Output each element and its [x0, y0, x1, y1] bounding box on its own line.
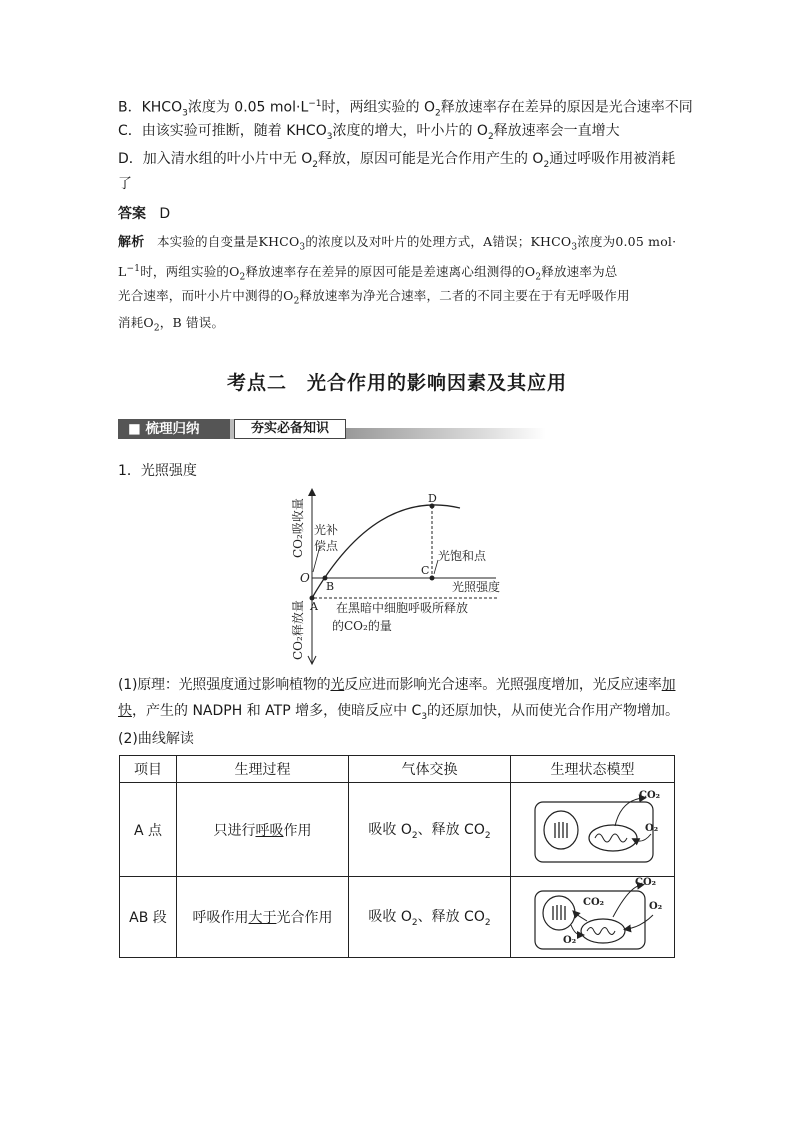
row-ab-process: 呼吸作用大于光合作用: [177, 877, 349, 958]
row-ab-gas: 吸收 $O_2$、释放 $CO_2$: [349, 877, 511, 958]
table-row: [120, 877, 675, 958]
point-b-label: B: [326, 580, 335, 593]
analysis-label: 解析: [118, 235, 145, 250]
header-process: 生理过程: [177, 756, 349, 783]
cell-model-a: [523, 788, 663, 868]
origin-label: O: [300, 571, 310, 585]
header-gas: 气体交换: [349, 756, 511, 783]
table-row: [120, 783, 675, 877]
y-axis-up-label: CO₂吸收量: [291, 498, 305, 558]
o2-label: O₂: [644, 822, 658, 834]
row-ab-model: [511, 877, 675, 958]
y-axis-down-label: CO₂释放量: [291, 600, 305, 660]
cell-model-ab: [523, 877, 663, 953]
analysis-line-2: $L^{-1}$时，两组实验的$O_2$释放速率存在差异的原因可能是差速离心组测得的$O_2$释放速率为总: [118, 264, 618, 283]
analysis-line-3: 光合速率，而叶小片中测得的$O_2$释放速率为净光合速率，二者的不同主要在于有无呼吸作用: [118, 288, 630, 307]
curve-analysis-table: [119, 755, 675, 958]
answer: [118, 203, 170, 225]
heading-curve-analysis: (2)曲线解读: [118, 731, 194, 747]
dark-respiration-label-2: 的CO₂的量: [332, 619, 392, 633]
option-d-wrap: 了: [118, 176, 132, 192]
option-b: B．$KHCO_3$浓度为 0.05 $mol\cdot L^{-1}$时，两组实验的 $O_2$释放速率存在差异的原因是光合速率不同: [118, 99, 693, 119]
row-a-item: A 点: [120, 783, 177, 877]
point-c-label: C: [421, 564, 430, 577]
answer-label: 答案: [118, 206, 146, 222]
option-c: C．由该实验可推断，随着 $KHCO_3$浓度的增大，叶小片的 $O_2$释放速率会一直增大: [118, 123, 620, 142]
chloroplast: [544, 811, 578, 849]
row-a-gas: 吸收 $O_2$、释放 $CO_2$: [349, 783, 511, 877]
header-model: 生理状态模型: [511, 756, 675, 783]
co2-inner-label: CO₂: [582, 897, 604, 908]
point-c-dot: [430, 576, 435, 581]
light-intensity-curve-diagram: [280, 488, 520, 666]
table-header-row: [120, 756, 675, 783]
principle-line-1: (1)原理：光照强度通过影响植物的光反应进而影响光合速率。光照强度增加，光反应速率加: [118, 677, 676, 693]
mitochondrion: [589, 825, 637, 851]
chloroplast: [543, 896, 575, 930]
saturation-label: 光饱和点: [438, 549, 487, 563]
compensation-label-2: 偿点: [314, 539, 339, 553]
row-a-process: 只进行呼吸作用: [177, 783, 349, 877]
row-ab-item: AB 段: [120, 877, 177, 958]
banner-label-summary: ■ 梳理归纳: [118, 419, 230, 439]
co2-label: CO₂: [638, 789, 660, 801]
point-d-label: D: [428, 492, 437, 505]
analysis-line-4: 消耗$O_2$，B 错误。: [118, 315, 225, 334]
co2-label: CO₂: [634, 877, 656, 888]
option-d: D．加入清水组的叶小片中无 $O_2$释放，原因可能是光合作用产生的 $O_2$通过呼吸作用被消耗: [118, 151, 676, 170]
principle-line-2: 快，产生的 NADPH 和 ATP 增多，使暗反应中 $C_3$的还原加快，从而使光合作用产物增加。: [118, 703, 680, 722]
mitochondrion: [581, 919, 625, 943]
answer-value: D: [159, 206, 171, 222]
section-title: 考点二 光合作用的影响因素及其应用: [226, 372, 567, 394]
o2-label: O₂: [648, 901, 662, 912]
x-axis-label: 光照强度: [452, 580, 501, 594]
banner-gradient-bar: [346, 428, 546, 439]
dark-respiration-label-1: 在黑暗中细胞呼吸所释放: [336, 601, 469, 615]
banner-label-knowledge: 夯实必备知识: [234, 419, 346, 439]
compensation-label-1: 光补: [314, 523, 339, 537]
header-item: 项目: [120, 756, 177, 783]
point-a-label: A: [310, 600, 318, 613]
analysis-line-1: 解析 本实验的自变量是$KHCO_3$的浓度以及对叶片的处理方式，A错误；$KHCO_3$浓度为0.05 mol·: [118, 234, 677, 253]
section-banner: [118, 418, 430, 440]
heading-light-intensity: 1．光照强度: [118, 463, 197, 479]
row-a-model: [511, 783, 675, 877]
o2-inner-label: O₂: [562, 935, 576, 946]
